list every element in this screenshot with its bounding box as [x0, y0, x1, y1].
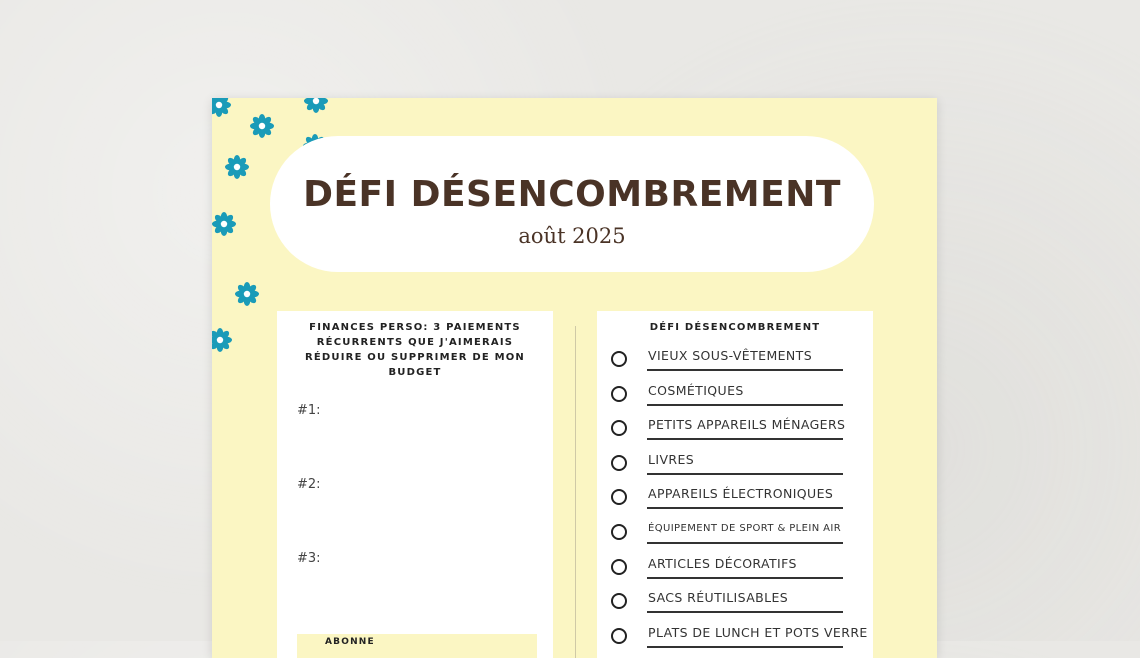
- title-banner: [270, 136, 874, 272]
- finance-panel: [277, 311, 553, 658]
- checkbox-circle[interactable]: [611, 455, 627, 471]
- item-underline: [647, 542, 843, 544]
- checkbox-circle[interactable]: [611, 420, 627, 436]
- declutter-panel: [597, 311, 873, 658]
- checklist: [597, 343, 873, 654]
- item-underline: [647, 611, 843, 613]
- item-label: LIVRES: [648, 451, 695, 467]
- item-underline: [647, 507, 843, 509]
- item-label: APPAREILS ÉLECTRONIQUES: [648, 486, 834, 502]
- item-underline: [647, 404, 843, 406]
- flower-icon: [212, 327, 233, 353]
- declutter-heading: DÉFI DÉSENCOMBREMENT: [649, 322, 821, 333]
- payment-1-field[interactable]: #1:: [297, 403, 321, 418]
- checkbox-circle[interactable]: [611, 351, 627, 367]
- item-label: SACS RÉUTILISABLES: [648, 590, 789, 606]
- checkbox-circle[interactable]: [611, 386, 627, 402]
- page-title: DÉFI DÉSENCOMBREMENT: [303, 174, 841, 215]
- flower-icon: [212, 98, 232, 118]
- checklist-item[interactable]: [597, 343, 873, 378]
- checkbox-circle[interactable]: [611, 628, 627, 644]
- checklist-item[interactable]: [597, 447, 873, 482]
- checkbox-circle[interactable]: [611, 559, 627, 575]
- payment-2-field[interactable]: #2:: [297, 477, 321, 492]
- item-label: ÉQUIPEMENT DE SPORT & PLEIN AIR: [648, 522, 842, 534]
- subscriptions-box: [297, 634, 537, 658]
- finance-heading: FINANCES PERSO: 3 PAIEMENTS RÉCURRENTS QUE J'AIMERAIS RÉDUIRE OU SUPPRIMER DE MON BUDGET: [305, 322, 525, 378]
- item-underline: [647, 577, 843, 579]
- item-label: PETITS APPAREILS MÉNAGERS: [648, 417, 846, 433]
- checklist-item[interactable]: [597, 585, 873, 620]
- flower-icon: [224, 154, 250, 180]
- item-underline: [647, 369, 843, 371]
- checklist-item[interactable]: [597, 481, 873, 516]
- checkbox-circle[interactable]: [611, 593, 627, 609]
- checkbox-circle[interactable]: [611, 524, 627, 540]
- flower-icon: [212, 211, 237, 237]
- item-underline: [647, 646, 843, 648]
- checkbox-circle[interactable]: [611, 489, 627, 505]
- flower-icon: [249, 113, 275, 139]
- page-subtitle: août 2025: [518, 224, 626, 248]
- item-label: ARTICLES DÉCORATIFS: [648, 555, 797, 571]
- checklist-item[interactable]: [597, 620, 873, 655]
- subscriptions-label: ABONNE: [325, 637, 375, 647]
- checklist-item[interactable]: [597, 551, 873, 586]
- item-label: COSMÉTIQUES: [648, 382, 744, 398]
- item-label: VIEUX SOUS-VÊTEMENTS: [648, 348, 813, 363]
- item-underline: [647, 438, 843, 440]
- flower-icon: [234, 281, 260, 307]
- payment-3-field[interactable]: #3:: [297, 551, 321, 566]
- column-divider: [575, 326, 576, 658]
- planner-sheet: [212, 98, 937, 658]
- checklist-item[interactable]: [597, 412, 873, 447]
- checklist-item[interactable]: [597, 516, 873, 551]
- item-label: PLATS DE LUNCH ET POTS VERRE: [648, 624, 868, 640]
- item-underline: [647, 473, 843, 475]
- flower-icon: [303, 98, 329, 114]
- checklist-item[interactable]: [597, 378, 873, 413]
